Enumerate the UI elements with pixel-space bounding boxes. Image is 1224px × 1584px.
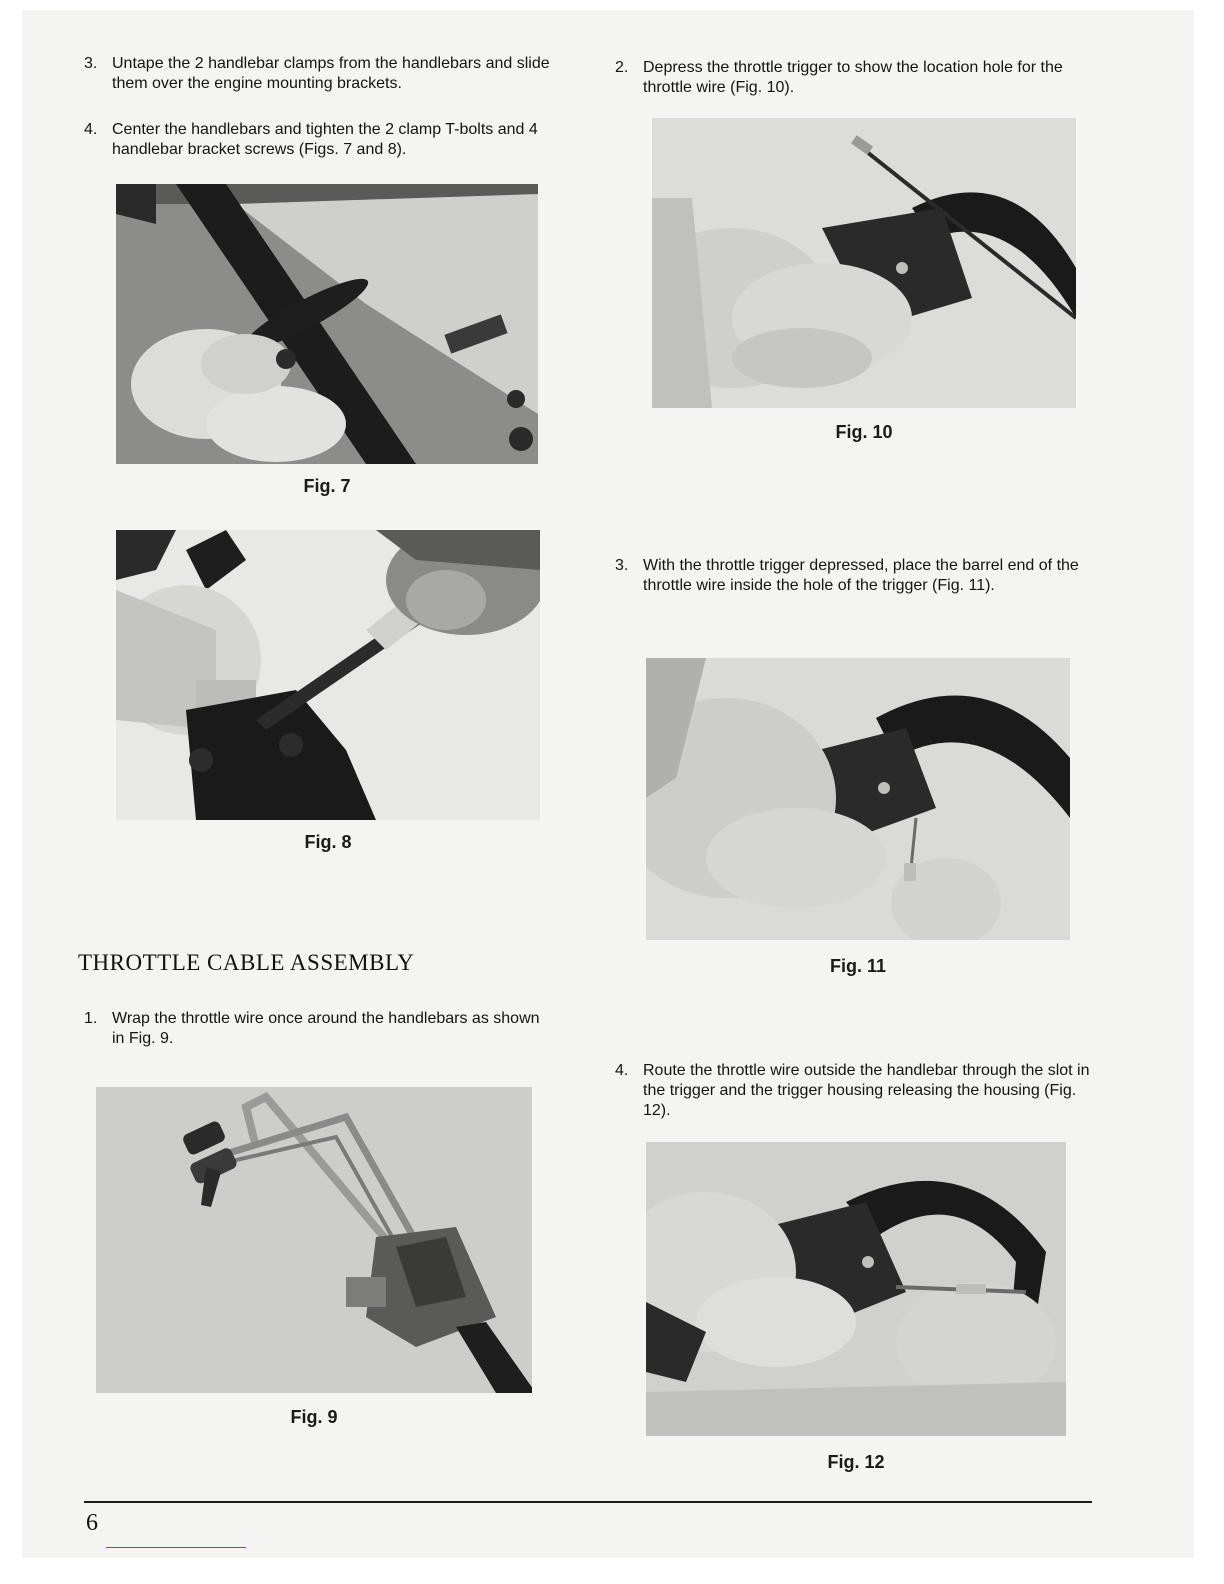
step-number: 1. [84, 1010, 98, 1027]
fig-12-caption: Fig. 12 [827, 1452, 885, 1472]
fig-8-caption: Fig. 8 [304, 832, 352, 852]
manual-page [22, 10, 1194, 1558]
fig-10-photo [652, 118, 1076, 408]
fig-9-photo [96, 1087, 532, 1393]
step-text: Wrap the throttle wire once around the handlebars as shown in Fig. 9. [112, 1010, 540, 1047]
fig-9-caption: Fig. 9 [290, 1407, 338, 1427]
fig-10-caption: Fig. 10 [835, 422, 893, 442]
fig-7-photo [116, 184, 538, 464]
footer-rule [84, 1501, 1092, 1503]
fig-7-illustration [116, 184, 538, 464]
fig-9-illustration [96, 1087, 532, 1393]
step-text: With the throttle trigger depressed, place the barrel end of the throttle wire inside the hole of the trigger (Fig. 11). [643, 557, 1079, 594]
step-number: 3. [615, 557, 629, 574]
step-1-left [84, 1009, 554, 1049]
page-number: 6 [86, 1510, 98, 1536]
fig-8-illustration [116, 530, 540, 820]
step-text: Depress the throttle trigger to show the location hole for the throttle wire (Fig. 10). [643, 59, 1063, 96]
step-text: Route the throttle wire outside the handlebar through the slot in the trigger and the trigger housing releasing the housing (Fig. 12). [643, 1062, 1090, 1119]
fig-11-caption: Fig. 11 [829, 956, 887, 976]
step-4-right [615, 1061, 1095, 1121]
step-number: 4. [84, 121, 98, 138]
step-text: Center the handlebars and tighten the 2 clamp T-bolts and 4 handlebar bracket screws (Figs. 7 and 8). [112, 121, 538, 158]
step-number: 4. [615, 1062, 629, 1079]
step-text: Untape the 2 handlebar clamps from the handlebars and slide them over the engine mounting brackets. [112, 55, 550, 92]
step-3-left [84, 54, 554, 94]
step-4-left [84, 120, 554, 160]
bottom-blue-line [106, 1547, 246, 1548]
fig-7-caption: Fig. 7 [303, 476, 351, 496]
step-number: 2. [615, 59, 629, 76]
step-number: 3. [84, 55, 98, 72]
fig-12-photo [646, 1142, 1066, 1436]
fig-11-illustration [646, 658, 1070, 940]
fig-10-illustration [652, 118, 1076, 408]
fig-12-illustration [646, 1142, 1066, 1436]
section-heading: THROTTLE CABLE ASSEMBLY [78, 950, 415, 975]
fig-8-photo [116, 530, 540, 820]
fig-11-photo [646, 658, 1070, 940]
step-2-right [615, 58, 1095, 98]
step-3-right [615, 556, 1095, 596]
